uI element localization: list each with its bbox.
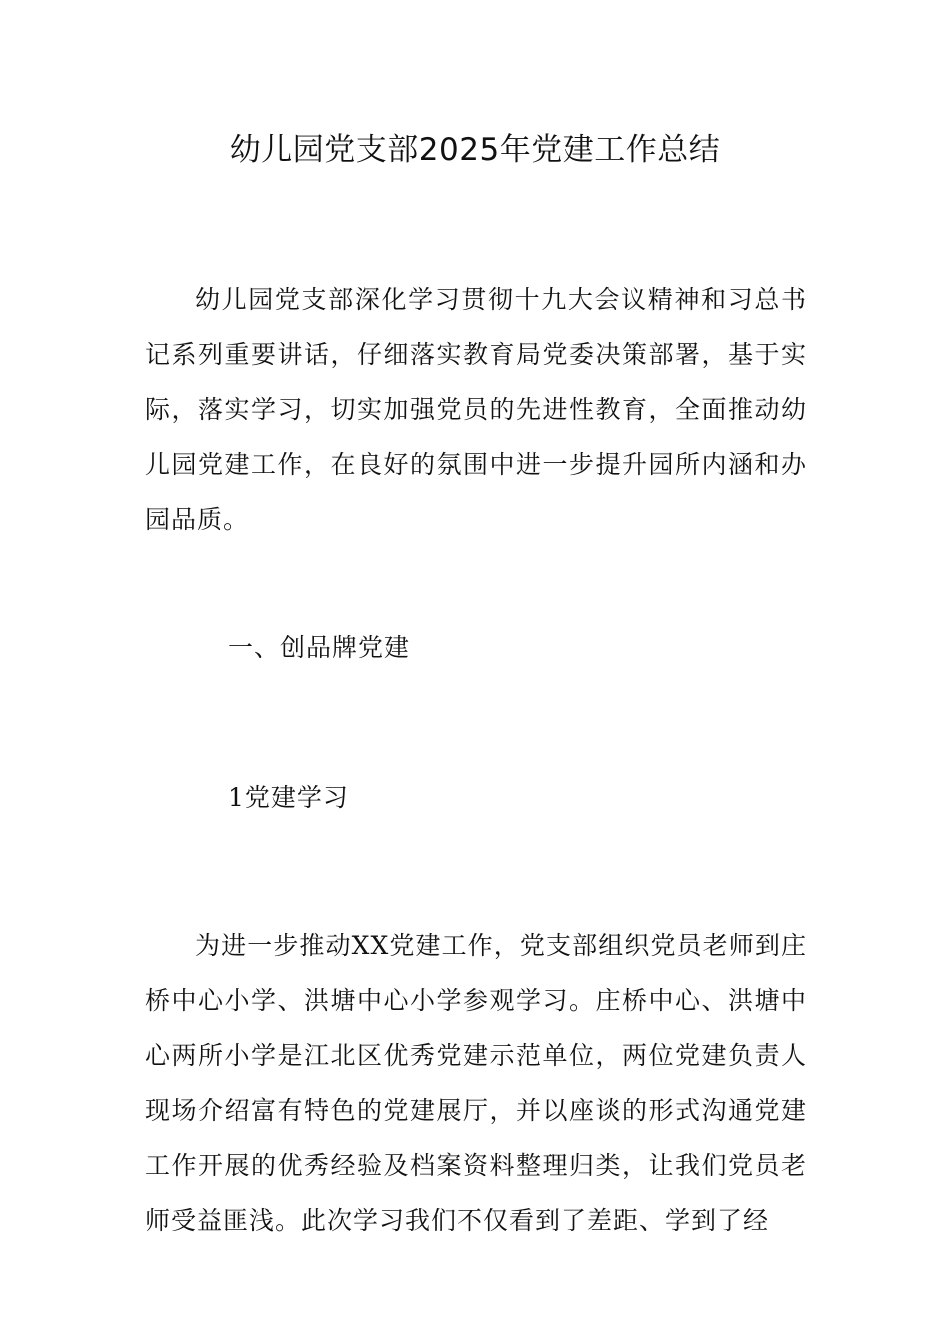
intro-paragraph: 幼儿园党支部深化学习贯彻十九大会议精神和习总书记系列重要讲话，仔细落实教育局党委决策部署，基于实际，落实学习，切实加强党员的先进性教育，全面推动幼儿园党建工作，在良好的氛围中进一步提升园所内涵和办园品质。 (145, 285, 807, 534)
section-heading: 一、创品牌党建 (228, 633, 411, 662)
body-paragraph: 为进一步推动XX党建工作，党支部组织党员老师到庄桥中心小学、洪塘中心小学参观学习。庄桥中心、洪塘中心两所小学是江北区优秀党建示范单位，两位党建负责人现场介绍富有特色的党建展厅，并以座谈的形式沟通党建工作开展的优秀经验及档案资料整理归类，让我们党员老师受益匪浅。此次学习我们不仅看到了差距、学到了经 (145, 931, 807, 1235)
document-title: 幼儿园党支部2025年党建工作总结 (229, 132, 721, 168)
subsection-heading: 1党建学习 (228, 783, 349, 812)
